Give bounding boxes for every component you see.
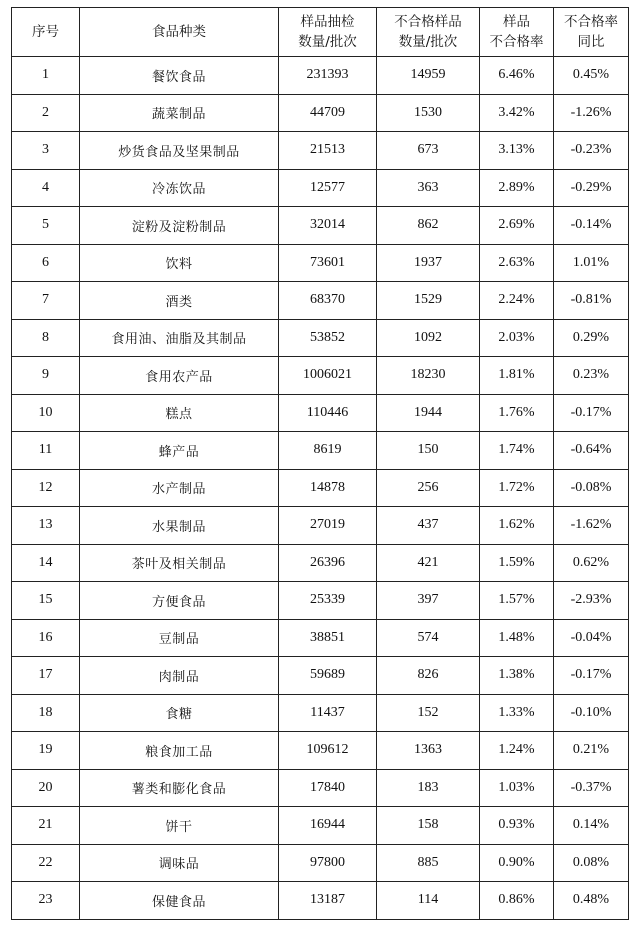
- cell-fail-count: 397: [377, 582, 480, 620]
- cell-yoy: 0.23%: [554, 357, 629, 395]
- cell-sample-count: 73601: [279, 244, 377, 282]
- table-row: [12, 282, 629, 320]
- cell-yoy: -1.26%: [554, 94, 629, 132]
- header-index: 序号: [12, 8, 80, 57]
- cell-index: 16: [12, 619, 80, 657]
- cell-category: 水产制品: [80, 469, 279, 507]
- cell-yoy: -2.93%: [554, 582, 629, 620]
- cell-sample-count: 8619: [279, 432, 377, 470]
- cell-index: 13: [12, 507, 80, 545]
- cell-sample-count: 109612: [279, 732, 377, 770]
- header-sample-count-line2: 数量/批次: [298, 34, 357, 50]
- cell-index: 18: [12, 694, 80, 732]
- cell-fail-count: 152: [377, 694, 480, 732]
- cell-category: 方便食品: [80, 582, 279, 620]
- cell-sample-count: 27019: [279, 507, 377, 545]
- cell-fail-rate: 1.03%: [480, 769, 554, 807]
- cell-index: 6: [12, 244, 80, 282]
- cell-fail-count: 256: [377, 469, 480, 507]
- cell-index: 22: [12, 844, 80, 882]
- cell-index: 19: [12, 732, 80, 770]
- table-row: [12, 732, 629, 770]
- cell-yoy: -0.17%: [554, 657, 629, 695]
- cell-category: 蔬菜制品: [80, 94, 279, 132]
- cell-fail-count: 183: [377, 769, 480, 807]
- cell-yoy: -0.14%: [554, 207, 629, 245]
- cell-index: 1: [12, 57, 80, 95]
- table-row: [12, 582, 629, 620]
- cell-yoy: 0.62%: [554, 544, 629, 582]
- table-row: [12, 357, 629, 395]
- cell-category: 调味品: [80, 844, 279, 882]
- table-row: [12, 432, 629, 470]
- cell-sample-count: 68370: [279, 282, 377, 320]
- cell-fail-count: 1530: [377, 94, 480, 132]
- cell-fail-count: 150: [377, 432, 480, 470]
- cell-index: 14: [12, 544, 80, 582]
- cell-fail-count: 14959: [377, 57, 480, 95]
- cell-index: 11: [12, 432, 80, 470]
- cell-category: 饮料: [80, 244, 279, 282]
- cell-category: 保健食品: [80, 882, 279, 920]
- cell-index: 4: [12, 169, 80, 207]
- cell-index: 9: [12, 357, 80, 395]
- cell-yoy: -0.64%: [554, 432, 629, 470]
- header-sample-count: [279, 8, 377, 57]
- cell-index: 17: [12, 657, 80, 695]
- cell-index: 12: [12, 469, 80, 507]
- cell-index: 23: [12, 882, 80, 920]
- cell-fail-rate: 1.62%: [480, 507, 554, 545]
- cell-fail-rate: 1.74%: [480, 432, 554, 470]
- cell-sample-count: 11437: [279, 694, 377, 732]
- cell-fail-rate: 1.76%: [480, 394, 554, 432]
- cell-category: 冷冻饮品: [80, 169, 279, 207]
- header-yoy: [554, 8, 629, 57]
- cell-fail-count: 673: [377, 132, 480, 170]
- cell-yoy: -0.08%: [554, 469, 629, 507]
- cell-sample-count: 44709: [279, 94, 377, 132]
- cell-fail-count: 437: [377, 507, 480, 545]
- cell-category: 酒类: [80, 282, 279, 320]
- cell-fail-rate: 1.81%: [480, 357, 554, 395]
- cell-sample-count: 26396: [279, 544, 377, 582]
- header-yoy-line2: 同比: [577, 34, 605, 50]
- table-row: [12, 657, 629, 695]
- cell-sample-count: 13187: [279, 882, 377, 920]
- cell-category: 餐饮食品: [80, 57, 279, 95]
- cell-index: 21: [12, 807, 80, 845]
- cell-yoy: 0.21%: [554, 732, 629, 770]
- table-row: [12, 319, 629, 357]
- cell-fail-rate: 1.57%: [480, 582, 554, 620]
- cell-index: 2: [12, 94, 80, 132]
- cell-fail-rate: 2.63%: [480, 244, 554, 282]
- header-fail-count: [377, 8, 480, 57]
- cell-fail-rate: 1.38%: [480, 657, 554, 695]
- cell-category: 糕点: [80, 394, 279, 432]
- table-body: [12, 57, 629, 920]
- cell-fail-rate: 1.72%: [480, 469, 554, 507]
- cell-category: 水果制品: [80, 507, 279, 545]
- cell-category: 豆制品: [80, 619, 279, 657]
- cell-fail-rate: 0.93%: [480, 807, 554, 845]
- cell-fail-rate: 0.90%: [480, 844, 554, 882]
- table-row: [12, 94, 629, 132]
- cell-sample-count: 12577: [279, 169, 377, 207]
- table-row: [12, 619, 629, 657]
- header-row: [12, 8, 629, 57]
- cell-fail-rate: 3.42%: [480, 94, 554, 132]
- food-inspection-table: [11, 7, 629, 920]
- cell-yoy: 1.01%: [554, 244, 629, 282]
- cell-fail-count: 1944: [377, 394, 480, 432]
- cell-index: 7: [12, 282, 80, 320]
- cell-category: 炒货食品及坚果制品: [80, 132, 279, 170]
- cell-yoy: -0.17%: [554, 394, 629, 432]
- cell-fail-rate: 1.33%: [480, 694, 554, 732]
- cell-category: 淀粉及淀粉制品: [80, 207, 279, 245]
- cell-fail-rate: 2.89%: [480, 169, 554, 207]
- cell-index: 5: [12, 207, 80, 245]
- cell-yoy: 0.14%: [554, 807, 629, 845]
- cell-category: 食糖: [80, 694, 279, 732]
- cell-fail-count: 885: [377, 844, 480, 882]
- cell-sample-count: 21513: [279, 132, 377, 170]
- cell-fail-rate: 1.59%: [480, 544, 554, 582]
- cell-yoy: -0.23%: [554, 132, 629, 170]
- header-fail-count-line2: 数量/批次: [398, 34, 458, 50]
- cell-yoy: -0.37%: [554, 769, 629, 807]
- table-row: [12, 882, 629, 920]
- cell-sample-count: 32014: [279, 207, 377, 245]
- cell-sample-count: 110446: [279, 394, 377, 432]
- header-fail-rate-line2: 不合格率: [489, 34, 544, 50]
- table-row: [12, 844, 629, 882]
- cell-fail-rate: 2.69%: [480, 207, 554, 245]
- table-row: [12, 132, 629, 170]
- cell-sample-count: 53852: [279, 319, 377, 357]
- cell-sample-count: 231393: [279, 57, 377, 95]
- cell-index: 3: [12, 132, 80, 170]
- header-fail-rate-line1: 样品: [503, 14, 530, 30]
- cell-category: 肉制品: [80, 657, 279, 695]
- cell-fail-rate: 1.24%: [480, 732, 554, 770]
- cell-fail-count: 1937: [377, 244, 480, 282]
- cell-yoy: 0.29%: [554, 319, 629, 357]
- header-sample-count-line1: 样品抽检: [300, 14, 355, 30]
- table-row: [12, 57, 629, 95]
- cell-fail-count: 1092: [377, 319, 480, 357]
- table-row: [12, 207, 629, 245]
- cell-fail-count: 862: [377, 207, 480, 245]
- cell-yoy: 0.08%: [554, 844, 629, 882]
- cell-fail-rate: 3.13%: [480, 132, 554, 170]
- cell-category: 粮食加工品: [80, 732, 279, 770]
- cell-sample-count: 25339: [279, 582, 377, 620]
- cell-sample-count: 16944: [279, 807, 377, 845]
- table-row: [12, 469, 629, 507]
- table-row: [12, 694, 629, 732]
- table-row: [12, 244, 629, 282]
- table-header: [12, 8, 629, 57]
- cell-fail-count: 826: [377, 657, 480, 695]
- cell-yoy: -0.10%: [554, 694, 629, 732]
- cell-category: 蜂产品: [80, 432, 279, 470]
- cell-sample-count: 97800: [279, 844, 377, 882]
- cell-fail-count: 363: [377, 169, 480, 207]
- table-row: [12, 169, 629, 207]
- table-row: [12, 394, 629, 432]
- cell-category: 食用油、油脂及其制品: [80, 319, 279, 357]
- cell-yoy: 0.48%: [554, 882, 629, 920]
- cell-yoy: 0.45%: [554, 57, 629, 95]
- cell-sample-count: 17840: [279, 769, 377, 807]
- header-fail-rate: [480, 8, 554, 57]
- cell-sample-count: 38851: [279, 619, 377, 657]
- cell-fail-count: 114: [377, 882, 480, 920]
- table-row: [12, 807, 629, 845]
- cell-fail-count: 18230: [377, 357, 480, 395]
- cell-fail-rate: 2.24%: [480, 282, 554, 320]
- table-row: [12, 544, 629, 582]
- cell-fail-rate: 1.48%: [480, 619, 554, 657]
- cell-fail-count: 421: [377, 544, 480, 582]
- cell-fail-rate: 2.03%: [480, 319, 554, 357]
- cell-fail-count: 1363: [377, 732, 480, 770]
- cell-index: 15: [12, 582, 80, 620]
- cell-category: 食用农产品: [80, 357, 279, 395]
- cell-sample-count: 1006021: [279, 357, 377, 395]
- cell-fail-count: 1529: [377, 282, 480, 320]
- cell-fail-count: 574: [377, 619, 480, 657]
- cell-yoy: -0.29%: [554, 169, 629, 207]
- cell-index: 10: [12, 394, 80, 432]
- header-yoy-line1: 不合格率: [564, 14, 618, 30]
- header-category: 食品种类: [80, 8, 279, 57]
- cell-index: 8: [12, 319, 80, 357]
- cell-category: 薯类和膨化食品: [80, 769, 279, 807]
- table-row: [12, 769, 629, 807]
- cell-sample-count: 14878: [279, 469, 377, 507]
- cell-category: 饼干: [80, 807, 279, 845]
- cell-fail-count: 158: [377, 807, 480, 845]
- cell-yoy: -0.81%: [554, 282, 629, 320]
- cell-yoy: -0.04%: [554, 619, 629, 657]
- cell-category: 茶叶及相关制品: [80, 544, 279, 582]
- cell-fail-rate: 6.46%: [480, 57, 554, 95]
- cell-fail-rate: 0.86%: [480, 882, 554, 920]
- table-row: [12, 507, 629, 545]
- cell-sample-count: 59689: [279, 657, 377, 695]
- cell-yoy: -1.62%: [554, 507, 629, 545]
- header-fail-count-line1: 不合格样品: [394, 14, 462, 30]
- cell-index: 20: [12, 769, 80, 807]
